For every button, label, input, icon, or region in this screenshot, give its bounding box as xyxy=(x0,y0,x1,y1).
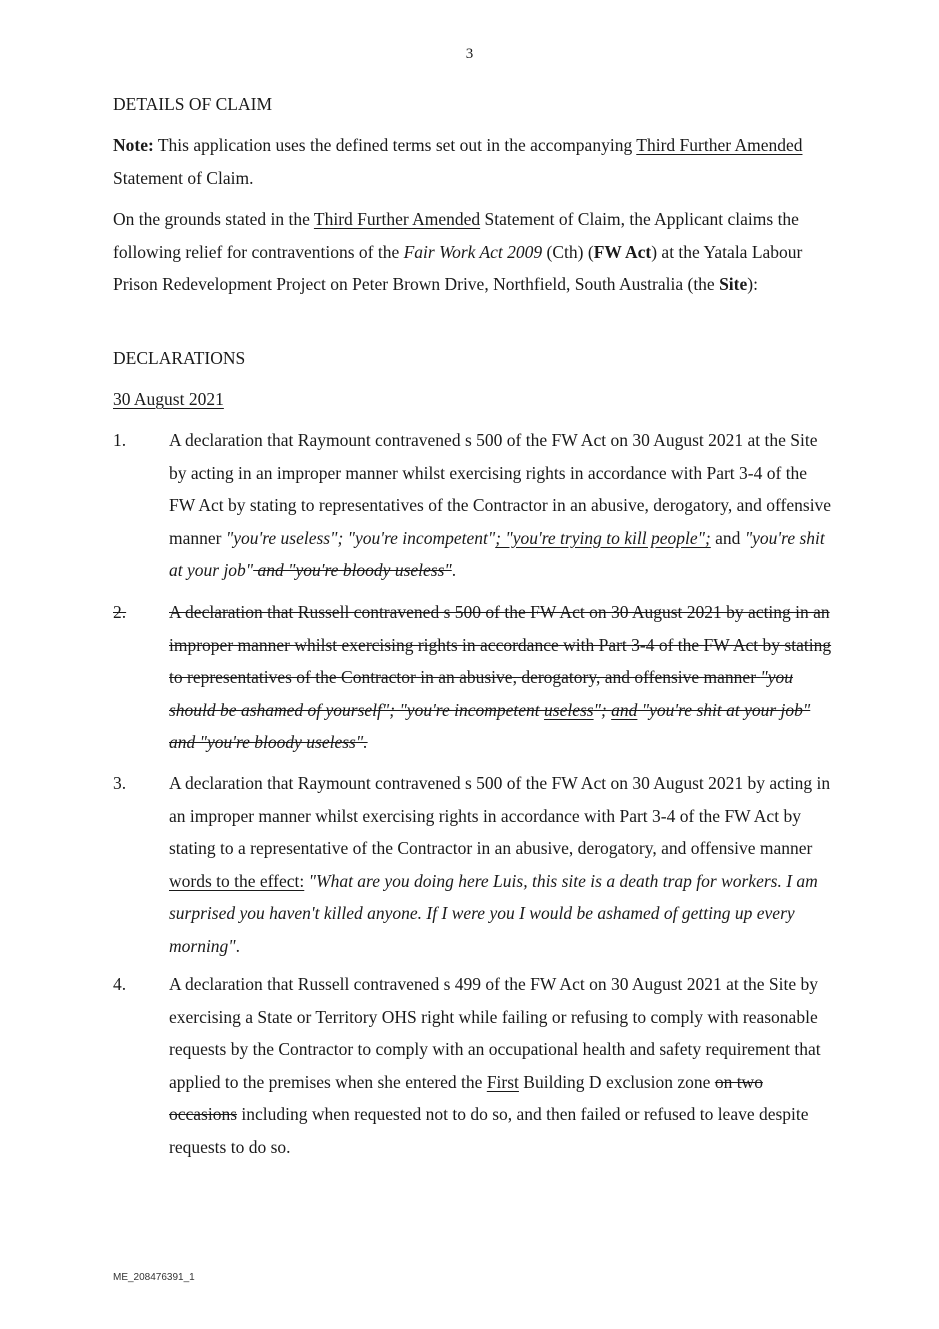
note-text-end: Statement of Claim. xyxy=(113,167,254,188)
note-text: This application uses the defined terms set out in the accompanying xyxy=(153,135,637,155)
declaration-2-deleted xyxy=(113,596,833,766)
note-paragraph xyxy=(113,129,833,194)
declaration-text: A declaration that Raymount contravened s 500 of the FW Act on 30 August 2021 at the Site by acting in an improper manner whilst exercising rights in accordance with Part 3-4 of the FW Act by stating to representatives of the Contractor in an abusive, derogatory, and offensive manner "you're useless"; "you're incompetent"; "you're trying to kill people"; and "you're shit at your job" and "you're bloody useless". xyxy=(169,430,832,580)
grounds-paragraph: On the grounds stated in the Third Further Amended Statement of Claim, the Applicant claims the following relief for contraventions of the Fair Work Act 2009 (Cth) (FW Act) at the Yatala Labour Prison Redevelopment Project on Peter Brown Drive, Northfield, South Australia (the Site): xyxy=(113,209,803,294)
declaration-3 xyxy=(113,767,833,957)
act-name: Fair Work Act 2009 xyxy=(403,241,543,262)
details-of-claim-heading: DETAILS OF CLAIM xyxy=(113,94,273,114)
declaration-text: A declaration that Russell contravened s 500 of the FW Act on 30 August 2021 by acting in an improper manner whilst exercising rights in accordance with Part 3-4 of the FW Act by stating to representatives of the Contractor in an abusive, derogatory, and offensive manner "you should be ashamed of yourself"; "you're incompetent useless"; and "you're shit at your job" and "you're bloody useless". xyxy=(169,602,832,752)
grounds-defined-term: Third Further Amended xyxy=(313,209,481,229)
declaration-number: 3. xyxy=(113,773,127,793)
declaration-number: 2. xyxy=(113,602,127,622)
date-heading: 30 August 2021 xyxy=(113,389,224,409)
declaration-number: 1. xyxy=(113,430,127,450)
declaration-1 xyxy=(113,424,833,594)
site-term: Site xyxy=(719,274,748,294)
declaration-text: A declaration that Russell contravened s 499 of the FW Act on 30 August 2021 at the Site by exercising a State or Territory OHS right while failing or refusing to comply with reasonable requests by the Contractor to comply with an occupational health and safety requirement that applied to the premises when she entered the First Building D exclusion zone on two occasions including when requested not to do so, and then failed or refused to leave despite requests to do so. xyxy=(169,974,821,1157)
declarations-heading: DECLARATIONS xyxy=(113,348,246,368)
note-defined-term: Third Further Amended xyxy=(636,135,803,155)
declaration-number: 4. xyxy=(113,974,127,994)
page-number: 3 xyxy=(465,46,474,62)
note-label: Note: xyxy=(113,135,154,155)
declaration-4 xyxy=(113,968,833,1168)
fw-act-term: FW Act xyxy=(593,241,652,262)
declaration-text: A declaration that Raymount contravened s 500 of the FW Act on 30 August 2021 by acting in an improper manner whilst exercising rights in accordance with Part 3-4 of the FW Act by stating to a representative of the Contractor in an abusive, derogatory, and offensive manner words to the effect: "What are you doing here Luis, this site is a death trap for workers. I am surprised you haven't killed anyone. If I were you I would be ashamed of getting up every morning". xyxy=(169,773,831,956)
document-reference: ME_208476391_1 xyxy=(113,1272,195,1283)
